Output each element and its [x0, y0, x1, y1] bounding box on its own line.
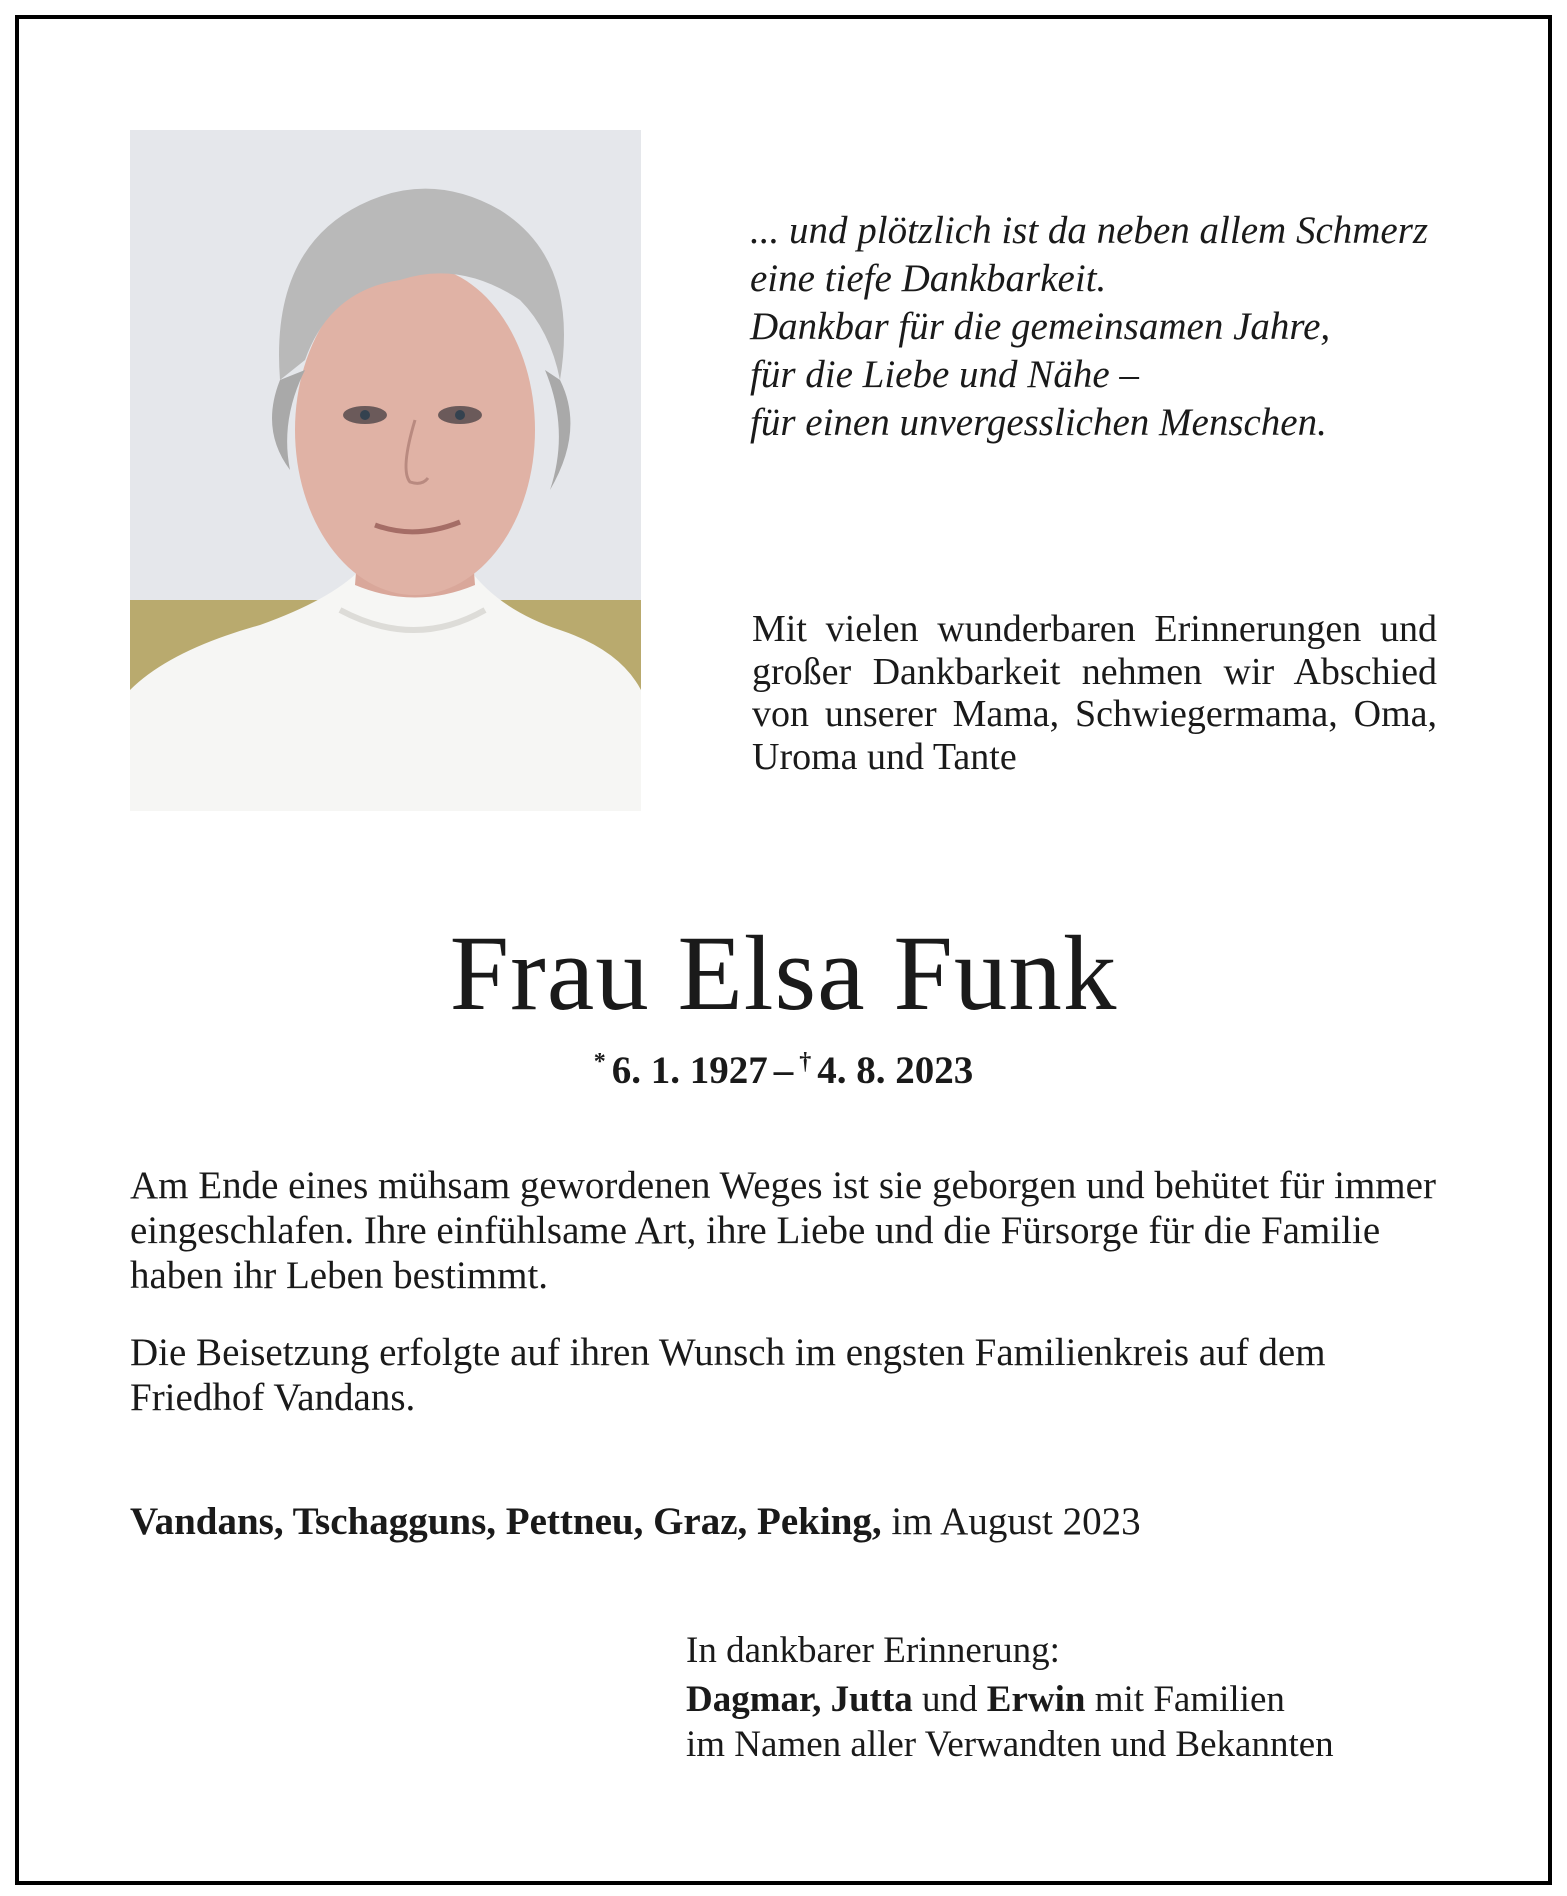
poem-line: eine tiefe Dankbarkeit.: [750, 257, 1107, 300]
poem-line: ... und plötzlich ist da neben allem Schmerz: [750, 209, 1429, 252]
family-names: [686, 1677, 1334, 1722]
family-name-2: Erwin: [986, 1679, 1086, 1720]
birth-date: 6. 1. 1927: [611, 1049, 768, 1092]
poem-line: für die Liebe und Nähe –: [750, 353, 1139, 396]
deceased-name: Frau Elsa Funk: [449, 915, 1118, 1033]
closing-signature: [686, 1628, 1334, 1767]
date-separator: –: [773, 1049, 794, 1092]
portrait-photo-icon: [130, 130, 641, 811]
places-date: im August 2023: [891, 1500, 1141, 1543]
paragraph-burial: Die Beisetzung erfolgte auf ihren Wunsch im engsten Familienkreis auf dem Friedhof Vandans.: [130, 1331, 1326, 1419]
family-connector: und: [922, 1679, 978, 1720]
death-cross-icon: †: [799, 1049, 812, 1075]
closing-heading: In dankbarer Erinnerung:: [686, 1630, 1060, 1671]
family-suffix: mit Familien: [1094, 1679, 1285, 1720]
life-dates: [0, 1036, 1567, 1097]
death-date: 4. 8. 2023: [817, 1049, 974, 1092]
portrait-photo: [130, 130, 641, 811]
places-line: [130, 1498, 1141, 1546]
intro-text: Mit vielen wunderbaren Erinnerungen und großer Dankbarkeit nehmen wir Abschied von unserer Mama, Schwiegermama, Oma, Uroma und Tante: [752, 608, 1437, 778]
family-name-1: Dagmar, Jutta: [686, 1679, 913, 1720]
poem-line: für einen unvergesslichen Menschen.: [750, 401, 1327, 444]
paragraph-life: Am Ende eines mühsam gewordenen Weges ist sie geborgen und behütet für immer eingeschlafen. Ihre einfühlsame Art, ihre Liebe und die Fürsorge für die Familie haben ihr Leben bestimmt.: [130, 1164, 1436, 1297]
poem-line: Dankbar für die gemeinsamen Jahre,: [750, 305, 1331, 348]
birth-star-icon: *: [593, 1049, 606, 1075]
memorial-poem: [750, 207, 1450, 447]
places-list: Vandans, Tschagguns, Pettneu, Graz, Peking,: [130, 1500, 882, 1543]
closing-last-line: im Namen aller Verwandten und Bekannten: [686, 1724, 1334, 1765]
